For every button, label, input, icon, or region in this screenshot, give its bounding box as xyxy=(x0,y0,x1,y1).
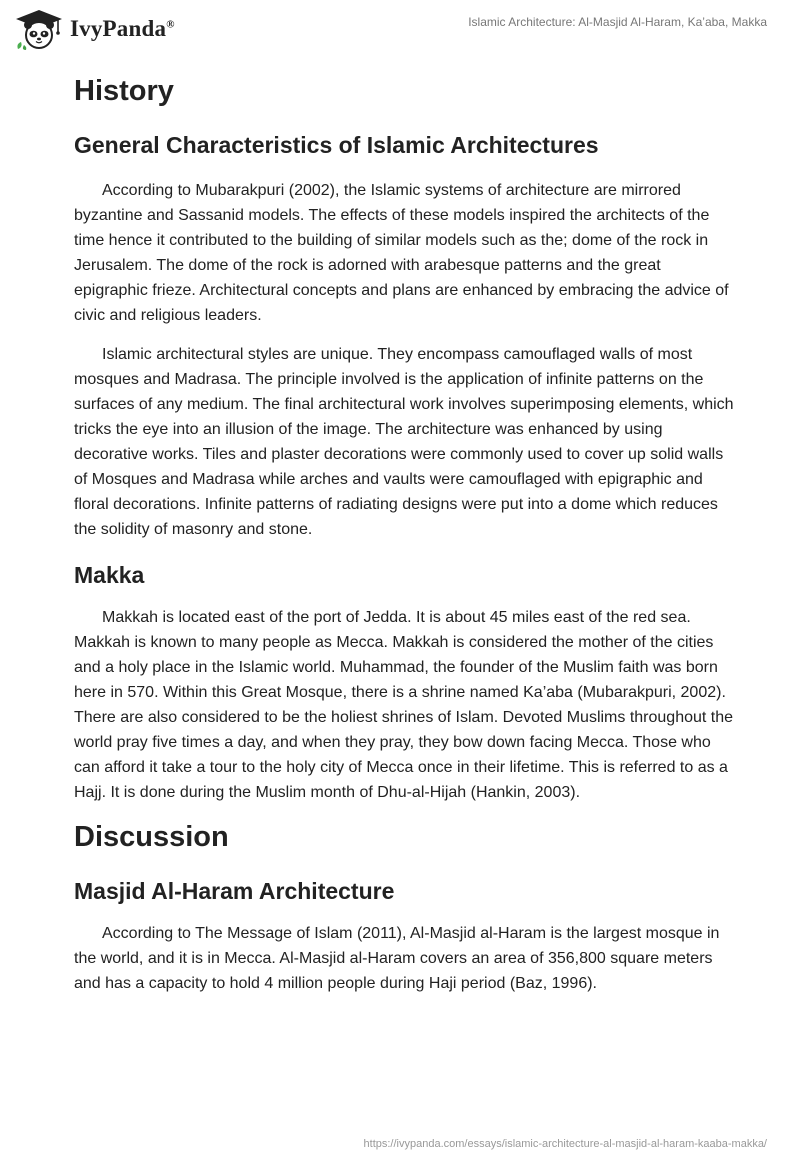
document-title: Islamic Architecture: Al-Masjid Al-Haram, Ka’aba, Makka xyxy=(468,15,767,29)
history-heading: History xyxy=(74,75,174,107)
page-header xyxy=(0,0,800,60)
panda-graduate-icon xyxy=(14,8,64,50)
makka-heading: Makka xyxy=(74,562,145,588)
general-paragraph-1: According to Mubarakpuri (2002), the Islamic systems of architecture are mirrored byzantine and Sassanid models. The effects of these models inspired the architects of the time hence it contributed to the building of similar models such as the; dome of the rock in Jerusalem. The dome of the rock is adorned with arabesque patterns and the great epigraphic frieze. Architectural concepts and plans are enhanced by embracing the advice of civic and religious leaders. xyxy=(74,182,729,324)
registered-mark: ® xyxy=(166,18,175,31)
brand-text: IvyPanda xyxy=(70,16,167,41)
general-characteristics-heading: General Characteristics of Islamic Architectures xyxy=(74,132,599,158)
makka-paragraph: Makkah is located east of the port of Jedda. It is about 45 miles east of the red sea. Makkah is known to many people as Mecca. Makkah is considered the mother of the cities and a holy place in the Islamic world. Muhammad, the founder of the Muslim faith was born here in 570. Within this Great Mosque, there is a shrine named Ka’aba (Mubarakpuri, 2002). There are also considered to be the holiest shrines of Islam. Devoted Muslims throughout the world pray five times a day, and when they pray, they bow down facing Mecca. Those who can afford it take a tour to the holy city of Mecca once in their lifetime. This is referred to as a Hajj. It is done during the Muslim month of Dhu-al-Hijah (Hankin, 2003). xyxy=(74,609,734,801)
masjid-heading: Masjid Al-Haram Architecture xyxy=(74,878,395,904)
masjid-paragraph: According to The Message of Islam (2011), Al-Masjid al-Haram is the largest mosque in the world, and it is in Mecca. Al-Masjid al-Haram covers an area of 356,800 square meters and has a capacity to hold 4 million people during Haji period (Baz, 1996). xyxy=(74,925,720,992)
discussion-heading: Discussion xyxy=(74,821,229,853)
essay-content xyxy=(74,72,734,996)
source-url[interactable]: https://ivypanda.com/essays/islamic-architecture-al-masjid-al-haram-kaaba-makka/ xyxy=(363,1138,767,1150)
ivypanda-logo[interactable] xyxy=(14,8,175,50)
general-paragraph-2: Islamic architectural styles are unique. They encompass camouflaged walls of most mosques and Madrasa. The principle involved is the application of infinite patterns on the surfaces of any medium. The final architectural work involves superimposing elements, which tricks the eye into an illusion of the image. The architecture was enhanced by using decorative works. Tiles and plaster decorations were commonly used to cover up solid walls of Mosques and Madrasa while arches and vaults were camouflaged with epigraphic and floral decorations. Infinite patterns of radiating designs were put into a dome which reduces the solidity of masonry and stone. xyxy=(74,346,734,538)
brand-name xyxy=(70,16,175,42)
